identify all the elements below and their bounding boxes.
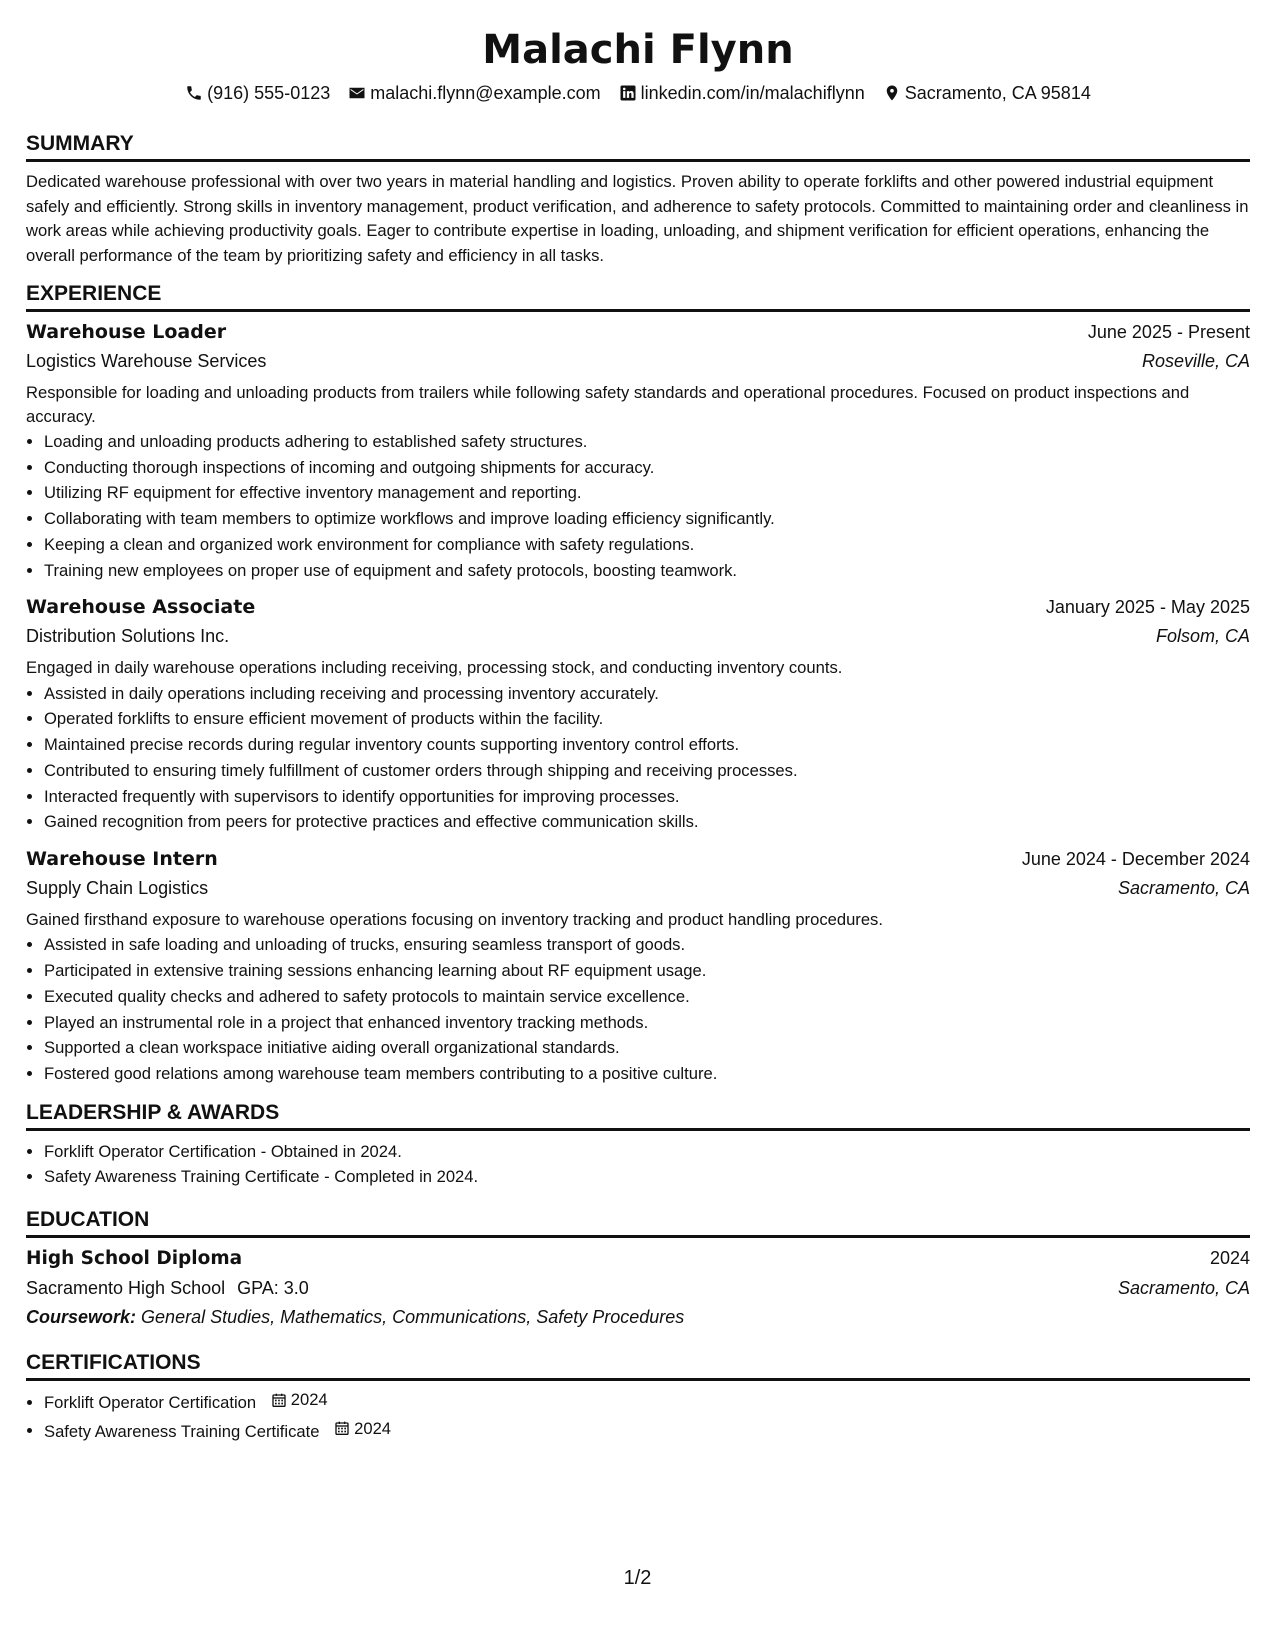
job-dates: June 2025 - Present bbox=[1087, 322, 1250, 342]
job-company: Logistics Warehouse Services bbox=[26, 351, 267, 371]
list-item: • Played an instrumental role in a project that enhanced inventory tracking methods. bbox=[44, 1010, 1250, 1036]
linkedin-text: linkedin.com/in/malachiflynn bbox=[640, 83, 865, 103]
summary-section bbox=[26, 132, 1250, 268]
certification-name: Safety Awareness Training Certificate bbox=[44, 1421, 320, 1441]
list-item: • Interacted frequently with supervisors to identify opportunities for improving processes. bbox=[44, 784, 1250, 810]
job-location: Roseville, CA bbox=[1141, 351, 1250, 371]
calendar-icon bbox=[334, 1420, 350, 1436]
list-item: • Assisted in daily operations including receiving and processing inventory accurately. bbox=[44, 681, 1250, 707]
certification-date bbox=[334, 1416, 391, 1442]
list-item: • Training new employees on proper use of equipment and safety protocols, boosting teamwork. bbox=[44, 558, 1250, 584]
list-item: • Fostered good relations among warehouse team members contributing to a positive culture. bbox=[44, 1061, 1250, 1087]
experience-section bbox=[26, 282, 1250, 1087]
job-description: Gained firsthand exposure to warehouse operations focusing on inventory tracking and product handling procedures. bbox=[26, 909, 883, 929]
list-item: • Supported a clean workspace initiative aiding overall organizational standards. bbox=[44, 1035, 1250, 1061]
list-item: • Forklift Operator Certification - Obtained in 2024. bbox=[44, 1139, 1250, 1165]
contact-location bbox=[883, 82, 1091, 104]
list-item: • Keeping a clean and organized work environment for compliance with safety regulations. bbox=[44, 532, 1250, 558]
summary-text: Dedicated warehouse professional with over two years in material handling and logistics. Proven ability to operate forklifts and other powered industrial equipment safely and efficiently. Strong skills in inventory management, product verification, and adherence to safety protocols. Committed to maintaining order and cleanliness in work areas while achieving productivity goals. Eager to contribute expertise in loading, unloading, and shipment verification for efficient operations, enhancing the overall performance of the team by prioritizing safety and efficiency in all tasks. bbox=[26, 172, 1249, 265]
job-entry bbox=[26, 318, 1250, 583]
list-item: • Gained recognition from peers for protective practices and effective communication skills. bbox=[44, 809, 1250, 835]
coursework-label: Coursework: bbox=[26, 1307, 137, 1328]
map-marker-icon bbox=[883, 84, 901, 102]
school-info bbox=[26, 1273, 309, 1303]
job-bullets bbox=[26, 681, 1250, 835]
summary-heading: SUMMARY bbox=[26, 132, 1250, 162]
job-entry bbox=[26, 593, 1250, 835]
envelope-icon bbox=[348, 84, 366, 102]
list-item: • Safety Awareness Training Certificate - Completed in 2024. bbox=[44, 1164, 1250, 1190]
contact-linkedin[interactable] bbox=[619, 82, 865, 104]
list-item: • Loading and unloading products adhering to established safety structures. bbox=[44, 429, 1250, 455]
contact-bar bbox=[26, 82, 1250, 104]
list-item: • Utilizing RF equipment for effective inventory management and reporting. bbox=[44, 480, 1250, 506]
phone-icon bbox=[185, 84, 203, 102]
job-company: Distribution Solutions Inc. bbox=[26, 626, 230, 647]
email-text: malachi.flynn@example.com bbox=[370, 83, 601, 103]
list-item: • Contributed to ensuring timely fulfillment of customer orders through shipping and receiving processes. bbox=[44, 758, 1250, 784]
awards-heading: LEADERSHIP & AWARDS bbox=[26, 1101, 1250, 1131]
page-number: 1/2 bbox=[623, 1567, 652, 1589]
resume-page bbox=[26, 0, 1250, 1444]
job-title: Warehouse Associate bbox=[26, 596, 256, 619]
education-section bbox=[26, 1208, 1250, 1331]
job-title: Warehouse Loader bbox=[26, 321, 227, 343]
job-title: Warehouse Intern bbox=[26, 847, 218, 870]
certifications-section bbox=[26, 1351, 1250, 1444]
degree-title: High School Diploma bbox=[26, 1248, 243, 1270]
list-item: • Maintained precise records during regular inventory counts supporting inventory control efforts. bbox=[44, 732, 1250, 758]
coursework-line bbox=[26, 1303, 1250, 1331]
school-name: Sacramento High School bbox=[26, 1278, 226, 1299]
list-item: • Collaborating with team members to optimize workflows and improve loading efficiency significantly. bbox=[44, 506, 1250, 532]
experience-heading: EXPERIENCE bbox=[26, 282, 1250, 312]
list-item: • Conducting thorough inspections of incoming and outgoing shipments for accuracy. bbox=[44, 455, 1250, 481]
calendar-icon bbox=[271, 1392, 287, 1408]
job-description: Responsible for loading and unloading products from trailers while following safety standards and operational procedures. Focused on product inspections and accuracy. bbox=[26, 383, 1190, 426]
list-item: • Executed quality checks and adhered to safety protocols to maintain service excellence. bbox=[44, 984, 1250, 1010]
phone-text: (916) 555-0123 bbox=[207, 83, 331, 103]
gpa-text: GPA: 3.0 bbox=[237, 1278, 309, 1299]
list-item bbox=[44, 1416, 1250, 1445]
job-company: Supply Chain Logistics bbox=[26, 877, 209, 898]
job-bullets bbox=[26, 932, 1250, 1086]
certification-year: 2024 bbox=[354, 1418, 392, 1438]
coursework-text: General Studies, Mathematics, Communications, Safety Procedures bbox=[141, 1307, 685, 1328]
job-location: Folsom, CA bbox=[1155, 626, 1250, 647]
list-item: • Assisted in safe loading and unloading of trucks, ensuring seamless transport of goods. bbox=[44, 932, 1250, 958]
linkedin-icon bbox=[619, 84, 637, 102]
contact-phone[interactable] bbox=[185, 82, 330, 104]
school-location: Sacramento, CA bbox=[1117, 1278, 1250, 1299]
certifications-heading: CERTIFICATIONS bbox=[26, 1351, 1250, 1381]
certification-date bbox=[271, 1387, 328, 1413]
awards-section bbox=[26, 1101, 1250, 1190]
contact-email[interactable] bbox=[348, 82, 600, 104]
list-item: • Participated in extensive training sessions enhancing learning about RF equipment usage. bbox=[44, 958, 1250, 984]
graduation-year: 2024 bbox=[1209, 1248, 1250, 1269]
job-bullets bbox=[26, 429, 1250, 583]
job-dates: January 2025 - May 2025 bbox=[1045, 597, 1250, 618]
list-item: • Operated forklifts to ensure efficient movement of products within the facility. bbox=[44, 706, 1250, 732]
certification-name: Forklift Operator Certification bbox=[44, 1392, 257, 1412]
job-dates: June 2024 - December 2024 bbox=[1021, 848, 1250, 869]
education-heading: EDUCATION bbox=[26, 1208, 1250, 1238]
location-text: Sacramento, CA 95814 bbox=[904, 83, 1091, 103]
certification-year: 2024 bbox=[290, 1390, 328, 1410]
list-item bbox=[44, 1387, 1250, 1416]
certifications-list bbox=[26, 1387, 1250, 1444]
job-description: Engaged in daily warehouse operations including receiving, processing stock, and conducting inventory counts. bbox=[26, 658, 843, 678]
awards-list bbox=[26, 1139, 1250, 1190]
job-entry bbox=[26, 845, 1250, 1087]
candidate-name: Malachi Flynn bbox=[482, 27, 794, 73]
job-location: Sacramento, CA bbox=[1117, 877, 1250, 898]
